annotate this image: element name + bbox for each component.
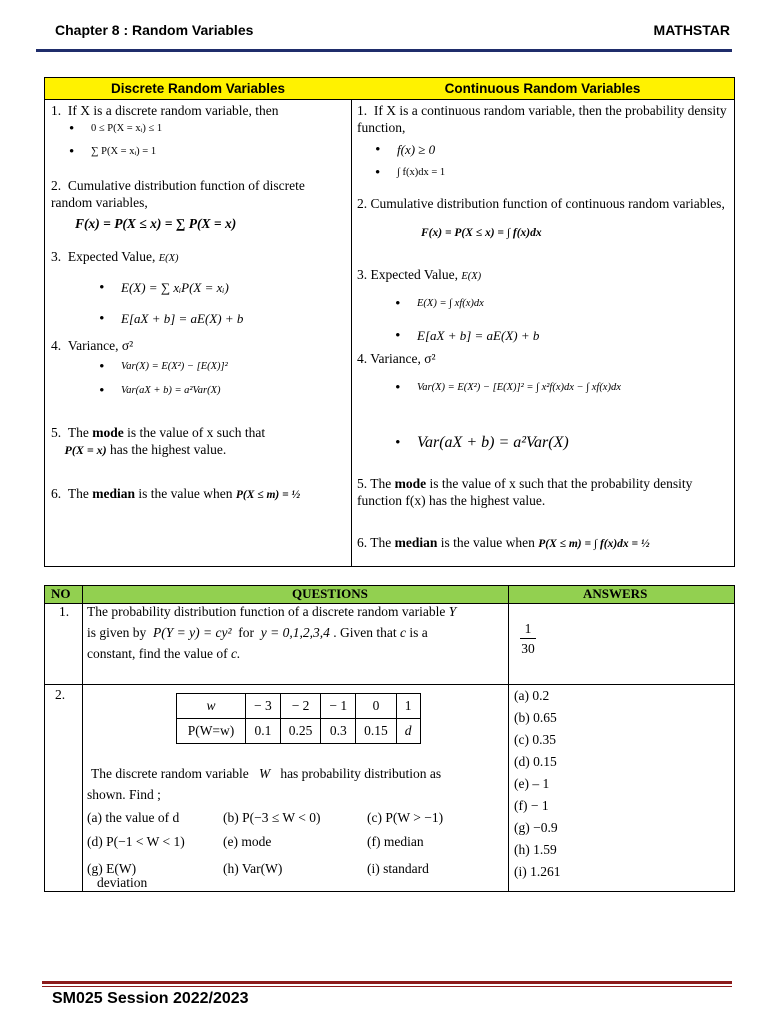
discrete-header: Discrete Random Variables — [45, 78, 351, 100]
answer-item: (h) 1.59 — [514, 842, 557, 857]
answer-item: (i) 1.261 — [514, 864, 561, 879]
answer-item: (e) – 1 — [514, 776, 550, 791]
continuous-header: Continuous Random Variables — [351, 78, 734, 100]
header-answers: ANSWERS — [583, 586, 648, 601]
q2-part-d: (d) P(−1 < W < 1) — [87, 834, 185, 849]
footer-rule-thin — [42, 986, 732, 987]
q2-answers — [514, 685, 561, 883]
dist-cell: − 2 — [280, 694, 321, 719]
continuous-item-6: 6. The median is the value when P(X ≤ m) = ∫ f(x)dx = ½ — [357, 535, 650, 550]
continuous-cdf-formula: F(x) = P(X ≤ x) = ∫ f(x)dx — [421, 227, 542, 239]
q2-part-c: (c) P(W > −1) — [367, 810, 444, 825]
continuous-item-1: 1. If X is a continuous random variable, then the probability density function, — [357, 103, 727, 135]
discrete-item-4-bullet-2: • Var(aX + b) = a²Var(X) — [121, 383, 221, 399]
q2-part-f: (f) median — [367, 834, 424, 849]
discrete-item-6: 6. The median is the value when P(X ≤ m) = ½ — [51, 486, 301, 501]
continuous-item-1-bullet-1: • f(x) ≥ 0 — [397, 142, 435, 158]
answer-item: (c) 0.35 — [514, 732, 556, 747]
discrete-item-1-bullet-2: • ∑ P(X = xᵢ) = 1 — [91, 144, 156, 160]
q2-part-b: (b) P(−3 ≤ W < 0) — [223, 810, 321, 825]
discrete-item-4: 4. Variance, σ² — [51, 338, 134, 353]
q2-part-g-deviation: deviation — [97, 875, 148, 890]
continuous-item-4-bullet-1: • Var(X) = E(X²) − [E(X)]² = ∫ x²f(x)dx − ∫ xf(x)dx — [417, 380, 621, 396]
continuous-item-4: 4. Variance, σ² — [357, 351, 436, 366]
discrete-column — [45, 78, 352, 566]
discrete-item-1-bullet-1: • 0 ≤ P(X = xᵢ) ≤ 1 — [91, 121, 162, 137]
continuous-item-5: 5. The mode is the value of x such that the probability density function f(x) has the highest value. — [357, 476, 693, 508]
answer-item: (f) − 1 — [514, 798, 549, 813]
dist-cell: P(W=w) — [177, 719, 246, 744]
continuous-item-4-bullet-2: • Var(aX + b) = a²Var(X) — [417, 433, 569, 453]
col-divider-2 — [508, 586, 509, 891]
dist-cell: 0.1 — [246, 719, 281, 744]
discrete-item-3-bullet-2: • E[aX + b] = aE(X) + b — [121, 311, 243, 327]
header-no: NO — [51, 586, 71, 601]
continuous-item-1-bullet-2: • ∫ f(x)dx = 1 — [397, 165, 445, 181]
page-header — [55, 18, 730, 44]
comparison-table — [44, 77, 735, 567]
discrete-item-1: 1. If X is a discrete random variable, then — [51, 103, 279, 118]
answer-item: (d) 0.15 — [514, 754, 557, 769]
col-divider-1 — [82, 586, 83, 891]
chapter-title: Chapter 8 : Random Variables — [55, 22, 254, 38]
discrete-item-2: 2. Cumulative distribution function of discrete random variables, — [51, 178, 305, 210]
dist-cell: − 1 — [321, 694, 356, 719]
discrete-item-3-bullet-1: • E(X) = ∑ xᵢP(X = xᵢ) — [121, 280, 229, 296]
questions-table — [44, 585, 735, 892]
answer-item: (b) 0.65 — [514, 710, 557, 725]
q2-distribution-table — [176, 693, 421, 744]
q2-part-a: (a) the value of d — [87, 810, 180, 825]
discrete-cdf-formula: F(x) = P(X ≤ x) = ∑ P(X = x) — [75, 216, 237, 231]
dist-cell: 0.15 — [356, 719, 397, 744]
dist-cell: w — [177, 694, 246, 719]
q2-part-g: (g) E(W) — [87, 861, 137, 876]
q2-part-e: (e) mode — [223, 834, 272, 849]
discrete-item-5: 5. The mode is the value of x such that P(X = x) has the highest value. — [51, 425, 266, 457]
dist-cell: 0 — [356, 694, 397, 719]
brand-name: MATHSTAR — [653, 22, 730, 38]
discrete-item-3: 3. Expected Value, E(X) — [51, 249, 179, 264]
dist-cell: 0.25 — [280, 719, 321, 744]
q2-number: 2. — [55, 687, 66, 702]
discrete-item-4-bullet-1: • Var(X) = E(X²) − [E(X)]² — [121, 359, 228, 375]
header-rule — [36, 49, 732, 52]
continuous-column — [351, 78, 734, 566]
continuous-item-2: 2. Cumulative distribution function of continuous random variables, — [357, 196, 725, 211]
footer-rule — [42, 981, 732, 984]
dist-cell: 1 — [396, 694, 420, 719]
answer-item: (g) −0.9 — [514, 820, 558, 835]
dist-cell: − 3 — [246, 694, 281, 719]
continuous-item-3-bullet-1: • E(X) = ∫ xf(x)dx — [417, 296, 484, 312]
q2-part-h: (h) Var(W) — [223, 861, 283, 876]
q1-text: The probability distribution function of a discrete random variable Y is given by P(Y = y) = cy² for y = 0,1,2,3,4 . Given that c is a constant, find the value of c. — [87, 604, 457, 661]
q2-part-i: (i) standard — [367, 861, 429, 876]
continuous-item-3: 3. Expected Value, E(X) — [357, 267, 482, 282]
dist-cell: 0.3 — [321, 719, 356, 744]
footer-session: SM025 Session 2022/2023 — [52, 990, 249, 1007]
dist-cell: d — [396, 719, 420, 744]
answer-item: (a) 0.2 — [514, 688, 550, 703]
q1-number: 1. — [59, 604, 70, 619]
continuous-item-3-bullet-2: • E[aX + b] = aE(X) + b — [417, 328, 539, 344]
header-questions: QUESTIONS — [292, 586, 368, 601]
row-divider — [45, 684, 734, 685]
q2-text: The discrete random variable W has probability distribution as shown. Find ; — [87, 766, 442, 802]
q1-answer: 1 30 — [521, 621, 535, 656]
